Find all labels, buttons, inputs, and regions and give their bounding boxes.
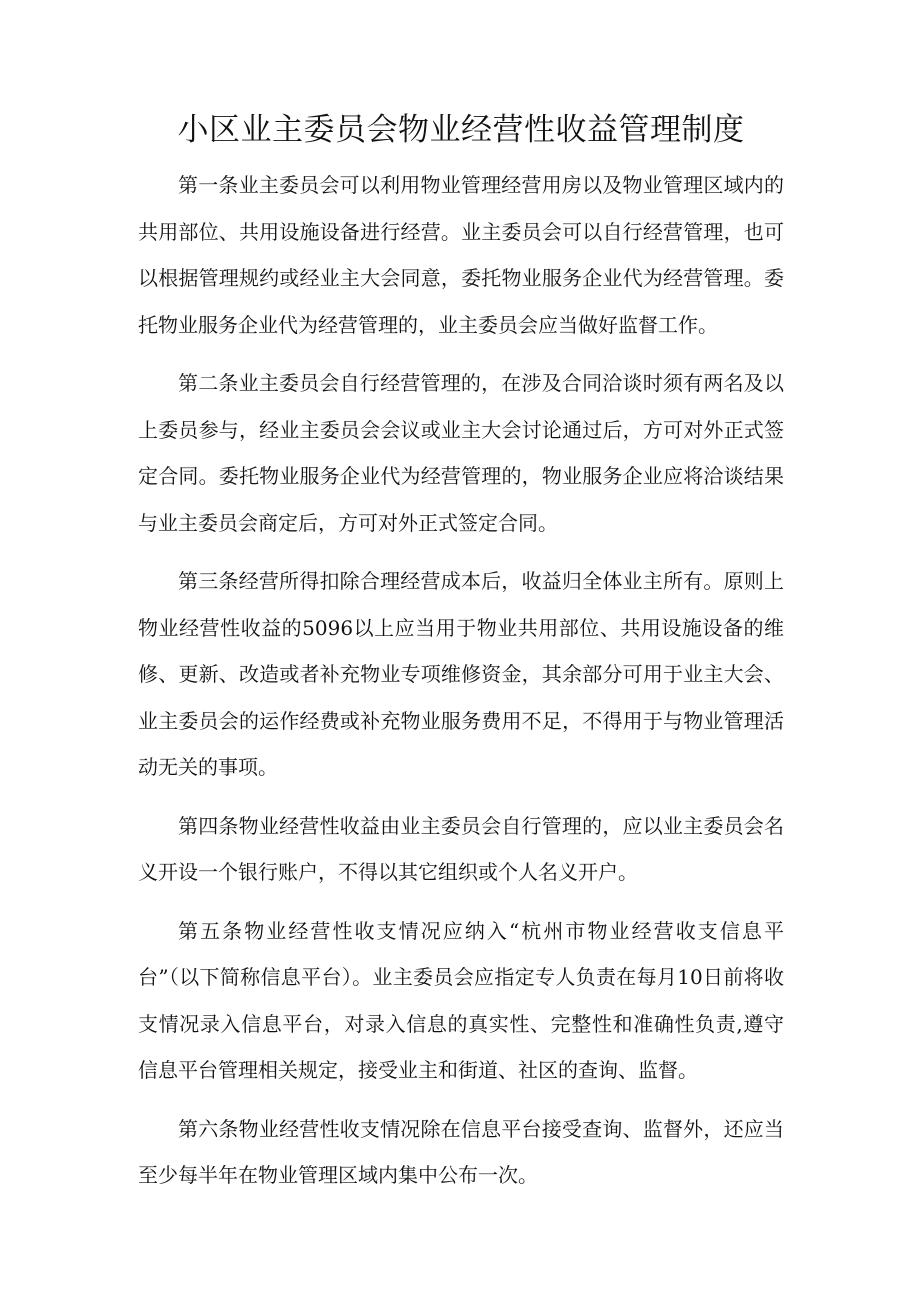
article-3: 第三条经营所得扣除合理经营成本后，收益归全体业主所有。原则上物业经营性收益的5096以上应当用于物业共用部位、共用设施设备的维修、更新、改造或者补充物业专项维修资金，其余部分可用于业主大会、业主委员会的运作经费或补充物业服务费用不足，不得用于与物业管理活动无关的事项。 bbox=[138, 569, 784, 779]
article-4: 第四条物业经营性收益由业主委员会自行管理的，应以业主委员会名义开设一个银行账户，不得以其它组织或个人名义开户。 bbox=[138, 813, 784, 884]
article-1: 第一条业主委员会可以利用物业管理经营用房以及物业管理区域内的共用部位、共用设施设备进行经营。业主委员会可以自行经营管理，也可以根据管理规约或经业主大会同意，委托物业服务企业代为经营管理。委托物业服务企业代为经营管理的，业主委员会应当做好监督工作。 bbox=[138, 173, 784, 337]
article-5: 第五条物业经营性收支情况应纳入“杭州市物业经营收支信息平台”（以下简称信息平台）。业主委员会应指定专人负责在每月10日前将收支情况录入信息平台，对录入信息的真实性、完整性和准确性负责,遵守信息平台管理相关规定，接受业主和街道、社区的查询、监督。 bbox=[138, 918, 784, 1082]
document-title: 小区业主委员会物业经营性收益管理制度 bbox=[177, 112, 745, 148]
document-page bbox=[138, 104, 784, 1199]
article-2: 第二条业主委员会自行经营管理的，在涉及合同洽谈时须有两名及以上委员参与，经业主委员会会议或业主大会讨论通过后，方可对外正式签定合同。委托物业服务企业代为经营管理的，物业服务企业应将洽谈结果与业主委员会商定后，方可对外正式签定合同。 bbox=[138, 371, 784, 535]
article-6: 第六条物业经营性收支情况除在信息平台接受查询、监督外，还应当至少每半年在物业管理区域内集中公布一次。 bbox=[138, 1116, 784, 1187]
